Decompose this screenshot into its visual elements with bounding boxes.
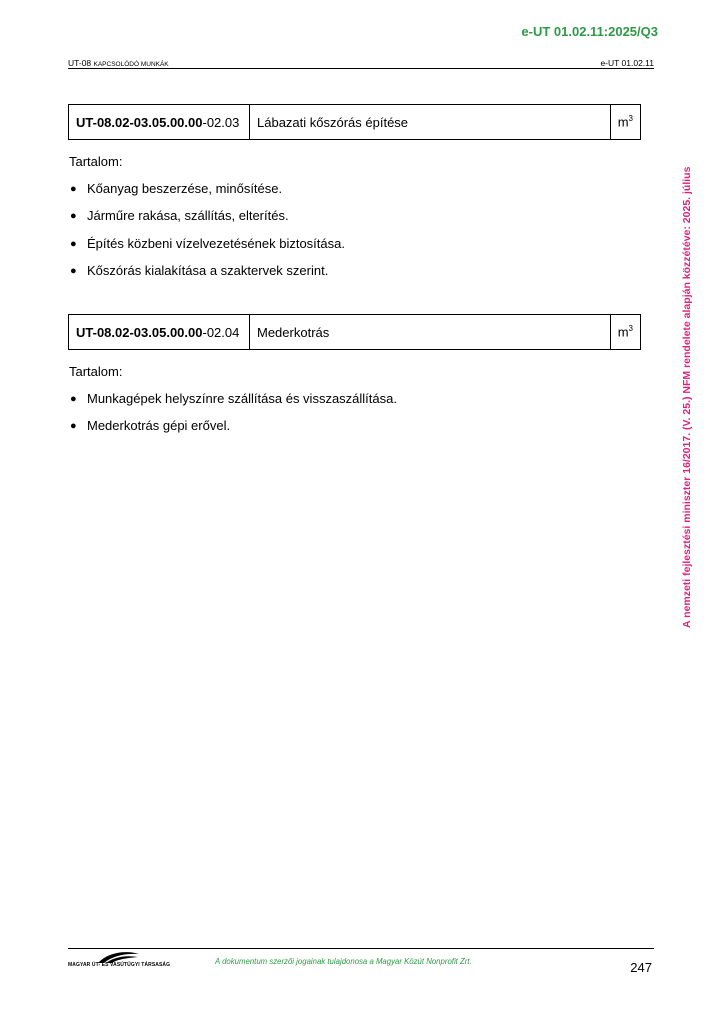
list-item — [69, 236, 345, 263]
list-item — [69, 418, 397, 445]
bullet-icon: ● — [70, 420, 77, 433]
bullet-icon: ● — [70, 264, 77, 277]
item-name: Lábazati kőszórás építése — [250, 105, 611, 140]
item-code-suffix: -02.03 — [202, 114, 240, 130]
item-code — [69, 315, 250, 350]
list-item — [69, 181, 345, 208]
item-code-main: UT-08.02-03.05.00.00 — [76, 114, 203, 130]
doc-code: e-UT 01.02.11:2025/Q3 — [521, 24, 658, 39]
unit-base: m — [617, 114, 629, 130]
item-code-main: UT-08.02-03.05.00.00 — [76, 324, 203, 340]
list-item — [69, 391, 397, 418]
item-unit — [610, 105, 640, 140]
list-item — [69, 208, 345, 235]
unit-base: m — [617, 324, 629, 340]
chapter-prefix: UT-08 — [68, 58, 94, 68]
content-label: Tartalom: — [69, 364, 123, 379]
bullet-icon: ● — [70, 393, 77, 405]
list-item-text: Járműre rakása, szállítás, elterítés. — [87, 208, 289, 224]
content-label: Tartalom: — [69, 154, 123, 169]
unit-exponent: 3 — [628, 114, 633, 124]
item-unit — [610, 315, 640, 350]
list-item-text: Kőanyag beszerzése, minősítése. — [87, 181, 283, 196]
running-header-ref: e-UT 01.02.11 — [600, 58, 654, 68]
item-table — [68, 314, 641, 350]
chapter-title: KAPCSOLÓDÓ MUNKÁK — [93, 61, 169, 68]
side-note: A nemzeti fejlesztési miniszter 16/2017. (V. 25.) NFM rendelete alapján közzétéve: 2025. július — [681, 166, 693, 628]
item-code — [69, 105, 250, 140]
header-rule — [68, 68, 654, 69]
item-code-suffix: -02.04 — [202, 324, 240, 340]
page-number: 247 — [630, 960, 652, 975]
item-table — [68, 104, 641, 140]
content-list — [69, 391, 397, 446]
list-item — [69, 263, 345, 290]
bullet-icon: ● — [70, 183, 77, 195]
running-header-chapter — [68, 58, 169, 68]
bullet-icon: ● — [70, 210, 77, 223]
copyright-notice: A dokumentum szerzői jogainak tulajdonosa a Magyar Közút Nonprofit Zrt. — [215, 957, 472, 966]
logo-text: MAGYAR ÚT- ÉS VASÚTÜGYI TÁRSASÁG — [68, 962, 171, 968]
list-item-text: Kőszórás kialakítása a szaktervek szerint. — [87, 262, 329, 278]
content-list — [69, 181, 345, 290]
bullet-icon: ● — [70, 237, 77, 250]
footer-rule — [68, 948, 654, 949]
society-logo — [68, 950, 171, 974]
list-item-text: Munkagépek helyszínre szállítása és visszaszállítása. — [87, 391, 397, 406]
unit-exponent: 3 — [628, 324, 633, 334]
item-name: Mederkotrás — [250, 315, 611, 350]
list-item-text: Mederkotrás gépi erővel. — [87, 418, 231, 434]
list-item-text: Építés közbeni vízelvezetésének biztosítása. — [87, 235, 345, 251]
